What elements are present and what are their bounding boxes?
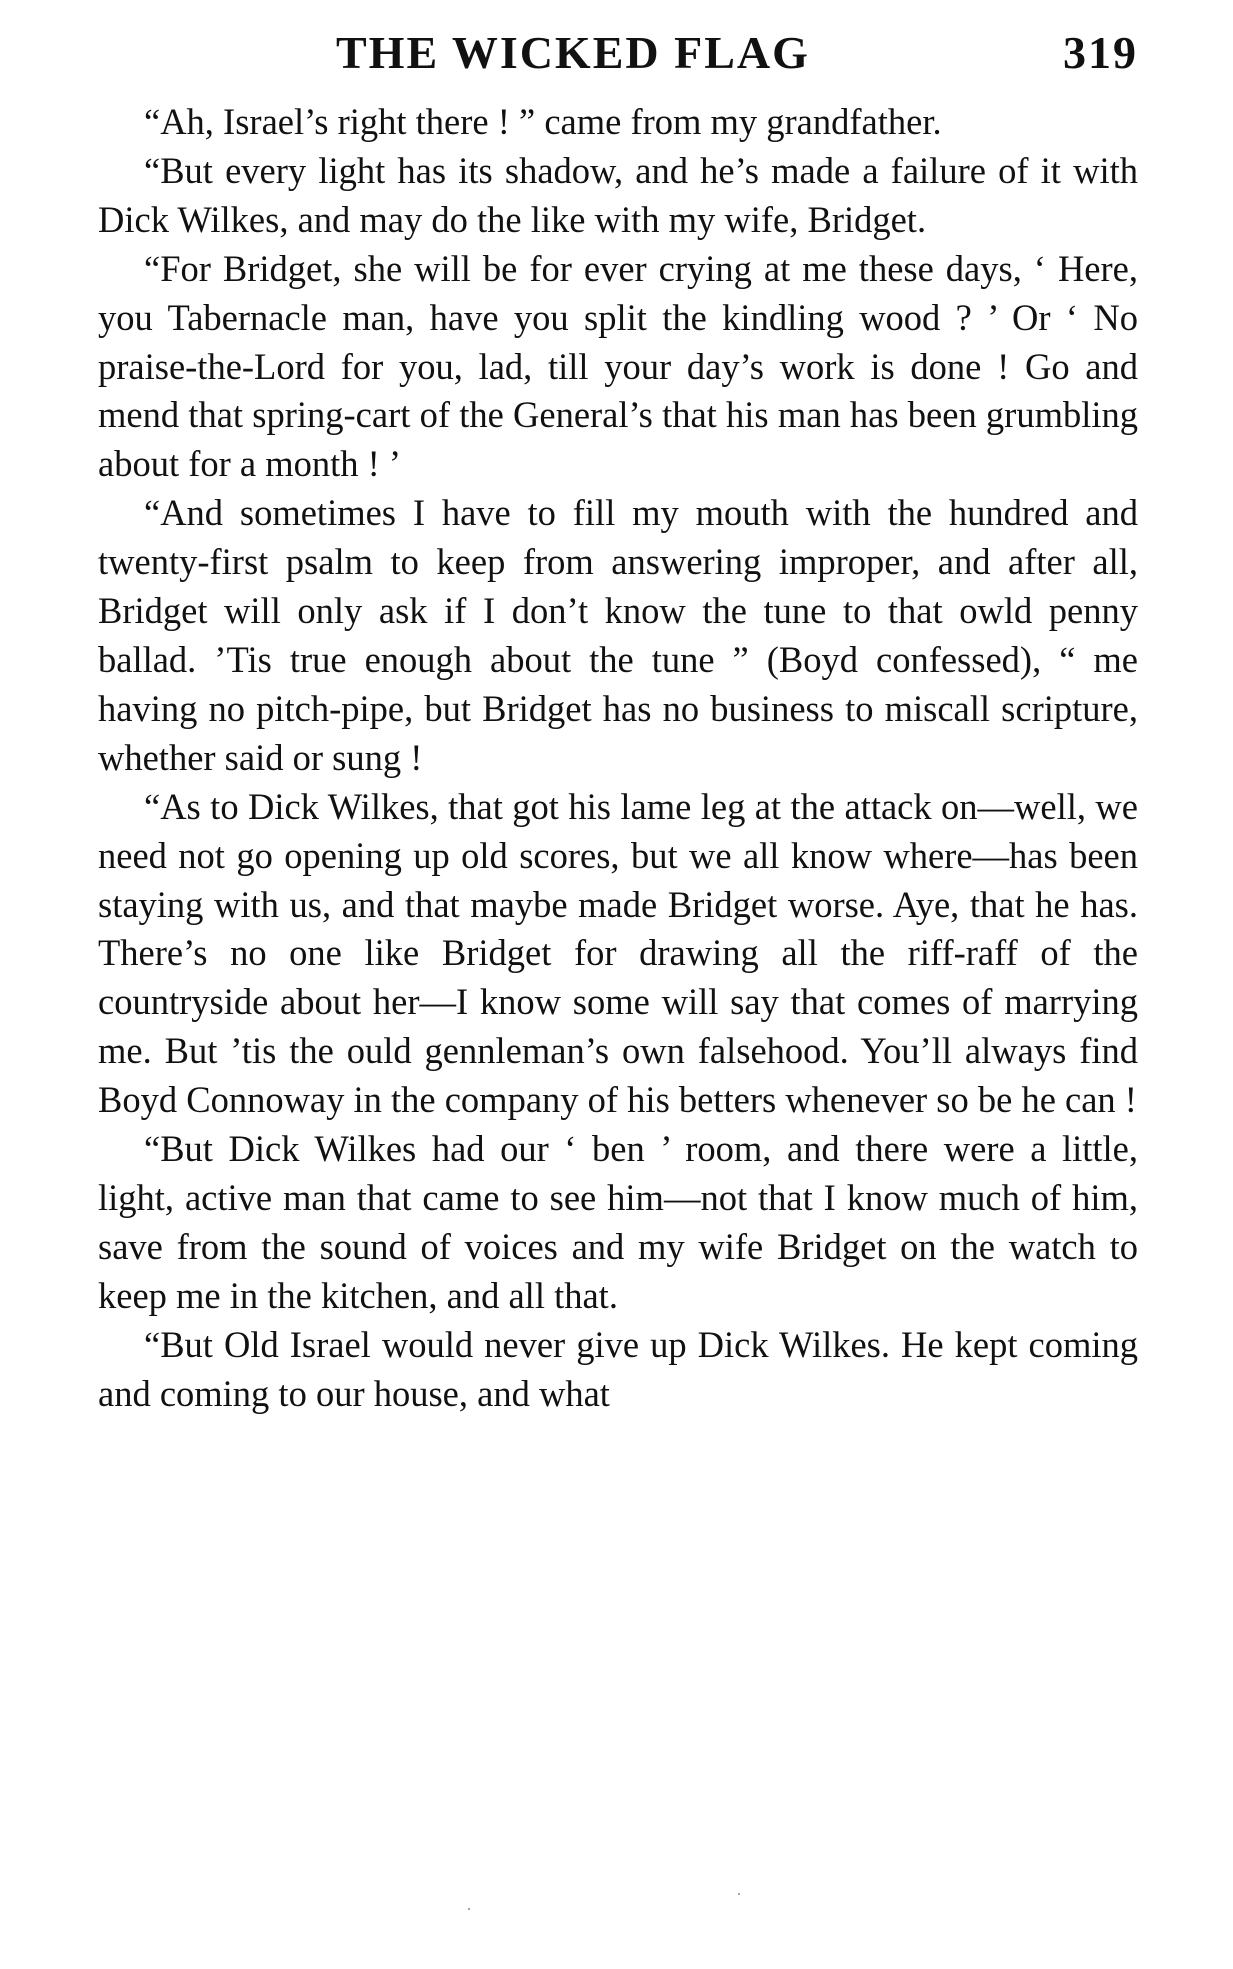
paragraph: “But Dick Wilkes had our ‘ ben ’ room, and there were a little, light, active man that came to see him—not that I know much of him, save from the sound of voices and my wife Bridget on the watch to keep me in the kitchen, and all that.	[98, 1128, 1138, 1316]
paragraph: “For Bridget, she will be for ever crying at me these days, ‘ Here, you Tabernacle man, have you split the kindling wood ? ’ Or ‘ No praise-the-Lord for you, lad, till your day’s work is done ! Go and mend that spring-cart of the General’s that his man has been grumbling about for a month ! ’	[98, 247, 1138, 485]
running-head	[98, 18, 1138, 88]
paper-speck	[468, 1908, 470, 1910]
page-number: 319	[1063, 27, 1138, 78]
paragraph: “But every light has its shadow, and he’s made a failure of it with Dick Wilkes, and may do the like with my wife, Bridget.	[98, 149, 1138, 240]
paragraph: “As to Dick Wilkes, that got his lame leg at the attack on—well, we need not go opening up old scores, but we all know where—has been staying with us, and that maybe made Bridget worse. Aye, that he has. There’s no one like Bridget for drawing all the riff-raff of the countryside about her—I know some will say that comes of marrying me. But ’tis the ould gennleman’s own falsehood. You’ll always find Boyd Connoway in the company of his betters whenever so be he can !	[98, 785, 1138, 1121]
paper-speck	[738, 1893, 740, 1895]
paragraph: “And sometimes I have to fill my mouth with the hundred and twenty-first psalm to keep from answering improper, and after all, Bridget will only ask if I don’t know the tune to that owld penny ballad. ’Tis true enough about the tune ” (Boyd confessed), “ me having no pitch-pipe, but Bridget has no business to miscall scripture, whether said or sung !	[98, 492, 1138, 778]
body-text	[98, 98, 1138, 1418]
paragraph: “Ah, Israel’s right there ! ” came from my grandfather.	[144, 101, 942, 142]
running-title: THE WICKED FLAG	[336, 27, 810, 78]
book-page	[98, 18, 1138, 1418]
paragraph: “But Old Israel would never give up Dick Wilkes. He kept coming and coming to our house, and what	[98, 1323, 1138, 1414]
